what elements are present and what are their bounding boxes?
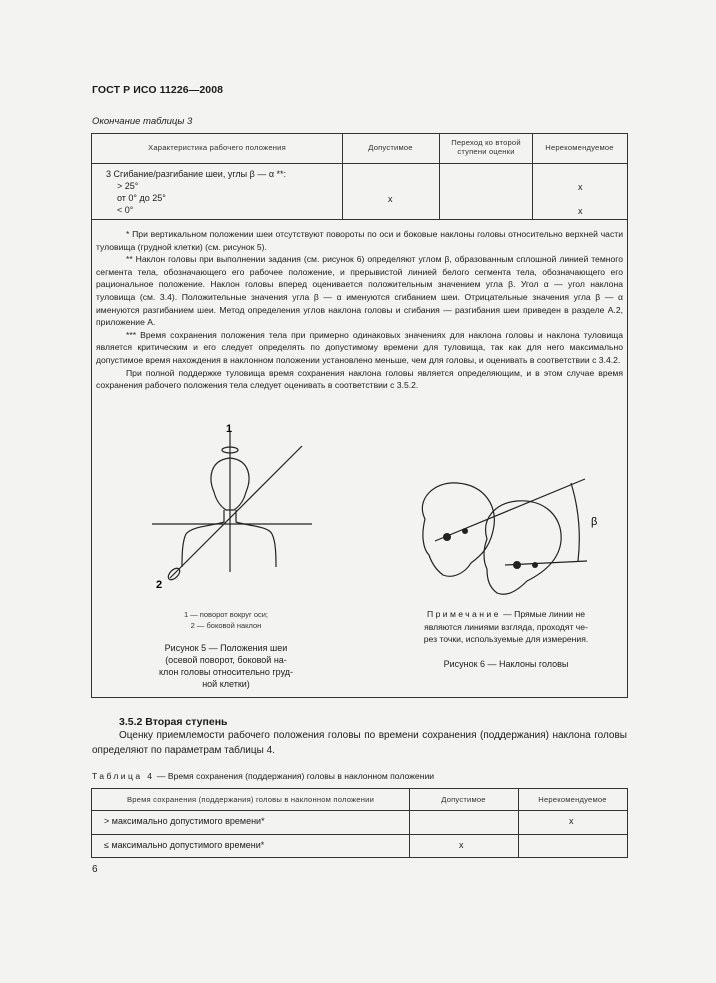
table4-caption-text: — Время сохранения (поддержания) головы в наклонном положении [156,771,435,781]
t4-row1-not-recommended: x [569,816,574,826]
table-3 [91,133,628,698]
col-header-allowed: Допустимое [368,143,413,152]
measure-point [513,561,521,569]
note6-line-3: рез точки, используемые для измерения. [423,634,589,645]
axis-1-label: 1 [226,423,233,435]
t4-col-header-allowed: Допустимое [441,795,486,804]
note-label: Примечание [427,609,501,619]
figure-6-head-tilts [395,469,625,609]
axis-2-label: 2 [156,579,163,591]
col-divider [439,134,440,219]
page-number: 6 [92,864,98,875]
t4-row1-label: > максимально допустимого времени* [104,816,265,826]
figure-5-neck-positions [152,422,312,602]
fig5-title-line-2: (осевой поворот, боковой на- [165,655,287,665]
beta-label: β [591,516,598,528]
section-paragraph: Оценку приемлемости рабочего положения головы по времени сохранения (поддержания) наклона головы определяют по параметрам таблицы 4. [92,730,627,756]
head-tilted-outline [484,501,561,594]
head-upright-outline [422,483,494,576]
note6-line-2: являются линиями взгляда, проходят че- [424,621,588,632]
t4-row2-label: ≤ максимально допустимого времени* [104,840,265,850]
measure-point [532,562,538,568]
measure-point [462,528,468,534]
upright-reference-line [435,479,585,541]
table-4 [91,788,628,858]
condition-0-25: от 0° до 25° [117,193,166,203]
t4-col-header-not-recommended: Нерекомендуемое [538,795,607,804]
table3-notes [96,228,623,392]
document-header: ГОСТ Р ИСО 11226—2008 [92,84,224,96]
mark-not-recommended-gt25: x [578,182,583,192]
figure6-title: Рисунок 6 — Наклоны головы [443,659,569,669]
condition-gt25: > 25° [117,181,139,191]
table4-caption [92,771,434,781]
condition-lt0: < 0° [117,205,134,215]
note6-line-1: — Прямые линии не [503,609,585,619]
figure5-legend [135,610,317,631]
figure5-title [135,642,317,690]
legend-line-2: 2 — боковой наклон [190,620,262,630]
section-body [92,729,627,758]
row-divider [92,163,627,164]
diagonal-axis [170,446,302,578]
row-divider [92,834,627,835]
mark-allowed-0-25: x [388,194,393,204]
note-1: * При вертикальном положении шеи отсутствуют повороты по оси и боковые наклоны головы относительно верхней части туловища (грудной клетки) (см. рисунок 5). [96,229,623,252]
row-title: 3 Сгибание/разгибание шеи, углы β — α **: [106,169,287,179]
row-divider [92,810,627,811]
table3-caption: Окончание таблицы 3 [92,116,193,127]
note-2: ** Наклон головы при выполнении задания (см. рисунок 6) определяют углом β, образованным сплошной линией темного сегмента тела, обозначающего его рабочее положение, и прерывистой линией белого сегмента тела, обозначающего его рациональное положение. Наклон головы вперед оценивается положительным значением угла β. Угол α — угол наклона туловища (см. 3.4). Положительные значения угла β — α именуются сгибанием шеи. Отрицательные значения угла β — α именуются разгибанием шеи. Метод определения углов наклона головы и сгибания — разгибания шеи приведен в разделе А.2, приложение А. [96,254,623,328]
note-3: *** Время сохранения положения тела при примерно одинаковых значениях для наклона головы и наклона туловища является критическим и его следует определять по допустимому времени для туловища, так как для него максимально допустимое время нахождения в наклонном положении установлено меньше, чем для головы, и оценивать в соответствии с 3.4.2. [96,329,623,365]
measure-point [443,533,451,541]
fig5-title-line-1: Рисунок 5 — Положения шеи [164,643,288,653]
col-header-not-recommended: Нерекомендуемое [545,143,614,152]
t4-col-header-time: Время сохранения (поддержания) головы в наклонном положении [126,795,375,804]
t4-row2-allowed: x [459,840,464,850]
beta-arc [571,483,579,561]
figure6-note [390,608,622,646]
fig5-title-line-3: клон головы относительно груд- [158,667,294,677]
table4-label: Таблица 4 [92,771,155,781]
col-header-characteristic: Характеристика рабочего положения [148,143,286,152]
legend-line-1: 1 — поворот вокруг оси; [183,610,269,619]
section-heading: 3.5.2 Вторая ступень [119,716,228,728]
row-divider [92,219,627,220]
note-4: При полной поддержке туловища время сохранения наклона головы является определяющим, и в этом случае время сохранения рабочего положения тела следует оценивать в соответствии с 3.5.2. [96,367,623,391]
col-header-second-stage: Переход ко второй ступени оценки [451,138,521,156]
fig5-title-line-4: ной клетки) [202,679,250,689]
mark-not-recommended-lt0: x [578,206,583,216]
